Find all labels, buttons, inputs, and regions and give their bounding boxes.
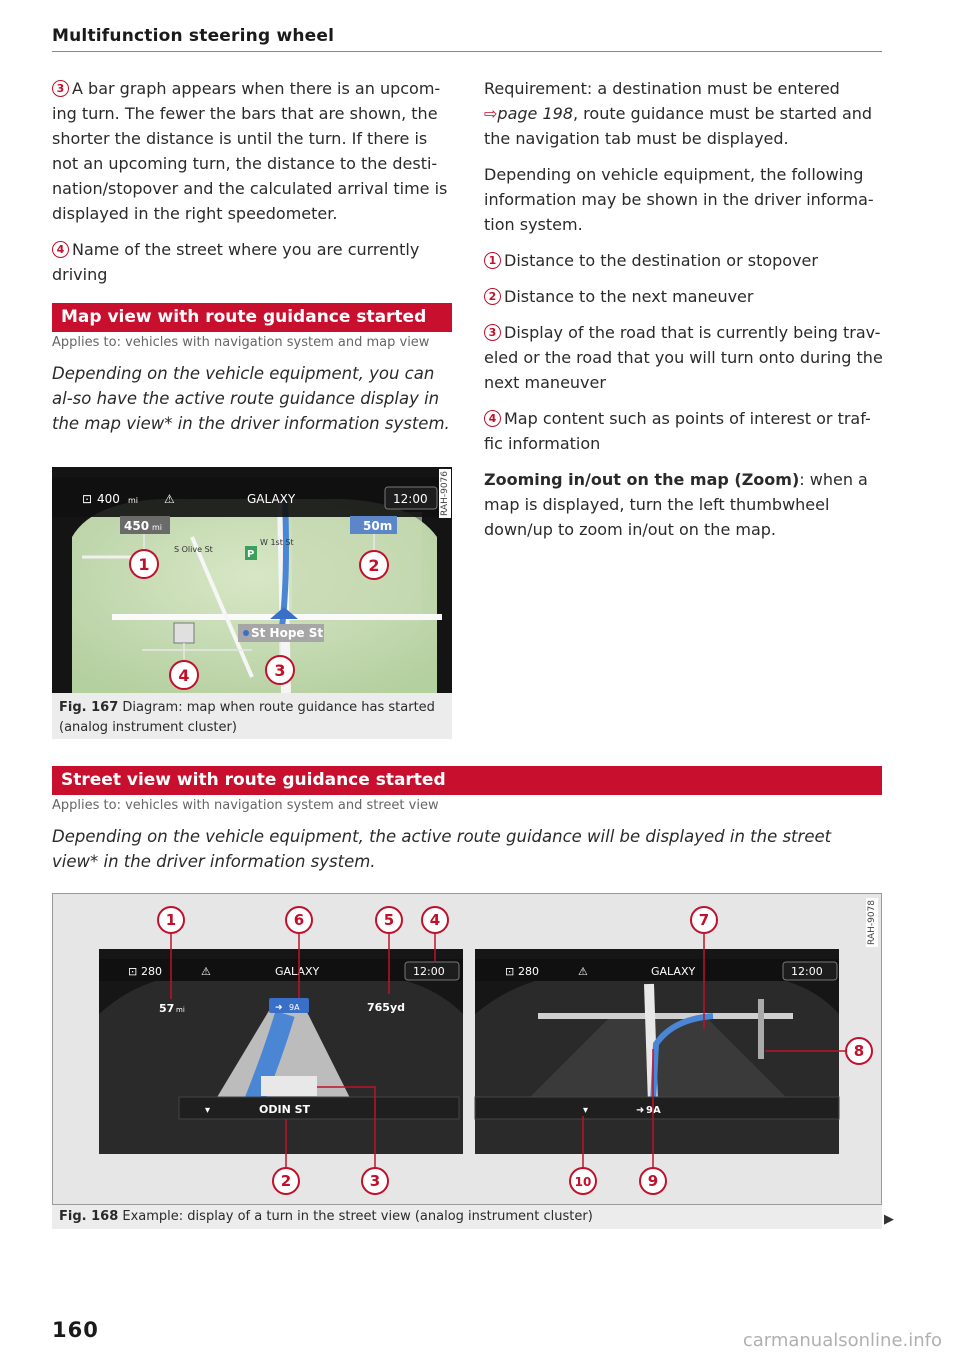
street-view-frame bbox=[52, 893, 882, 1205]
section-intro: Depending on the vehicle equipment, you can al-so have the active route guidance display in the map view* in the driver information system. bbox=[52, 364, 450, 433]
left-column bbox=[52, 76, 452, 436]
map-illustration bbox=[52, 467, 452, 693]
section-title-street-view: Street view with route guidance started bbox=[52, 766, 882, 795]
svg-text:450: 450 bbox=[124, 519, 150, 533]
zoom-paragraph: Zooming in/out on the map (Zoom): when a map is displayed, turn the left thumbwheel down/up to zoom in/out on the map. bbox=[484, 470, 868, 539]
street-view-section bbox=[52, 766, 882, 874]
requirement-paragraph: Requirement: a destination must be entered ⇨page 198, route guidance must be started and the navigation tab must be displayed. bbox=[484, 79, 873, 148]
svg-text:⊡: ⊡ bbox=[128, 965, 138, 978]
callout-number: 3 bbox=[484, 324, 501, 341]
svg-text:9A: 9A bbox=[646, 1105, 661, 1116]
street-view-illustration bbox=[53, 894, 883, 1206]
svg-text:⊡: ⊡ bbox=[505, 965, 515, 978]
svg-text:1: 1 bbox=[138, 555, 150, 574]
page-link[interactable]: page 198 bbox=[497, 104, 573, 123]
svg-text:9: 9 bbox=[647, 1172, 659, 1190]
legend-item-3: 3 Display of the road that is currently being trav-eled or the road that you will turn onto during the next maneuver bbox=[484, 323, 883, 392]
svg-text:12:00: 12:00 bbox=[413, 965, 445, 978]
svg-text:8: 8 bbox=[853, 1042, 865, 1060]
svg-text:280: 280 bbox=[518, 965, 539, 978]
svg-text:GALAXY: GALAXY bbox=[275, 965, 320, 978]
svg-text:3: 3 bbox=[274, 661, 286, 680]
page-title: Multifunction steering wheel bbox=[52, 26, 335, 46]
legend-item-3: 3 A bar graph appears when there is an upcom-ing turn. The fewer the bars that are shown, the shorter the distance is until the turn. If there is not an upcoming turn, the distance to the desti-nation/stopover and the calculated arrival time is displayed in the right speedometer. bbox=[52, 79, 448, 223]
svg-text:50m: 50m bbox=[363, 519, 393, 533]
applies-to-note: Applies to: vehicles with navigation system and map view bbox=[52, 335, 430, 350]
legend-item-4: 4 Map content such as points of interest or traf-fic information bbox=[484, 409, 871, 453]
svg-text:➜: ➜ bbox=[275, 1003, 283, 1013]
right-column bbox=[484, 76, 884, 553]
callout-number: 4 bbox=[484, 410, 501, 427]
applies-to-note: Applies to: vehicles with navigation system and street view bbox=[52, 798, 439, 813]
svg-text:400: 400 bbox=[97, 492, 120, 506]
svg-text:P: P bbox=[247, 549, 255, 560]
svg-text:ODIN ST: ODIN ST bbox=[259, 1103, 311, 1116]
map-screen bbox=[52, 467, 452, 693]
svg-text:3: 3 bbox=[369, 1172, 381, 1190]
svg-text:4: 4 bbox=[429, 911, 441, 929]
svg-text:▾: ▾ bbox=[583, 1105, 589, 1116]
svg-text:9A: 9A bbox=[289, 1003, 300, 1012]
svg-text:mi: mi bbox=[128, 496, 139, 505]
svg-text:7: 7 bbox=[698, 911, 710, 929]
svg-text:5: 5 bbox=[383, 911, 395, 929]
svg-text:⊡: ⊡ bbox=[82, 492, 93, 506]
section-intro: Depending on the vehicle equipment, the active route guidance will be displayed in the street view* in the driver information system. bbox=[52, 827, 832, 871]
svg-text:St Hope St: St Hope St bbox=[251, 626, 324, 640]
callout-number: 3 bbox=[52, 80, 69, 97]
svg-text:▾: ▾ bbox=[205, 1105, 211, 1116]
svg-text:10: 10 bbox=[574, 1175, 592, 1189]
svg-text:GALAXY: GALAXY bbox=[651, 965, 696, 978]
legend-item-2: 2 Distance to the next maneuver bbox=[484, 284, 884, 309]
svg-text:W 1st St: W 1st St bbox=[260, 538, 294, 547]
svg-text:280: 280 bbox=[141, 965, 162, 978]
svg-text:mi: mi bbox=[152, 523, 163, 532]
figure-id: RAH-9078 bbox=[867, 900, 877, 945]
legend-item-1: 1 Distance to the destination or stopover bbox=[484, 248, 884, 273]
svg-text:⚠: ⚠ bbox=[164, 492, 175, 506]
svg-text:➜: ➜ bbox=[636, 1105, 645, 1116]
svg-text:765yd: 765yd bbox=[367, 1001, 406, 1014]
figure-caption: Fig. 168 Example: display of a turn in the street view (analog instrument cluster) bbox=[52, 1205, 882, 1229]
svg-text:57: 57 bbox=[159, 1002, 175, 1015]
depends-paragraph: Depending on vehicle equipment, the following information may be shown in the driver informa-tion system. bbox=[484, 165, 874, 234]
figure-caption: Fig. 167 Diagram: map when route guidance has started (analog instrument cluster) bbox=[59, 700, 435, 735]
map-section bbox=[52, 303, 452, 436]
figure-168 bbox=[52, 893, 882, 1231]
svg-text:GALAXY: GALAXY bbox=[247, 492, 296, 506]
callout-number: 4 bbox=[52, 241, 69, 258]
continue-arrow-icon: ▶ bbox=[884, 1212, 894, 1227]
svg-text:⚠: ⚠ bbox=[201, 965, 211, 978]
svg-text:2: 2 bbox=[280, 1172, 292, 1190]
figure-id: RAH-9076 bbox=[440, 471, 450, 516]
svg-text:S Olive St: S Olive St bbox=[174, 545, 213, 554]
svg-text:⚠: ⚠ bbox=[578, 965, 588, 978]
svg-text:12:00: 12:00 bbox=[791, 965, 823, 978]
svg-text:6: 6 bbox=[293, 911, 305, 929]
svg-text:4: 4 bbox=[178, 666, 190, 685]
svg-text:2: 2 bbox=[368, 556, 380, 575]
callout-number: 2 bbox=[484, 288, 501, 305]
svg-text:1: 1 bbox=[165, 911, 177, 929]
legend-item-4: 4 Name of the street where you are currently driving bbox=[52, 240, 420, 284]
svg-text:mi: mi bbox=[176, 1006, 185, 1014]
figure-167 bbox=[52, 467, 452, 739]
callout-number: 1 bbox=[484, 252, 501, 269]
watermark: carmanualsonline.info bbox=[742, 1330, 942, 1351]
page-number: 160 bbox=[52, 1318, 99, 1342]
svg-text:12:00: 12:00 bbox=[393, 492, 428, 506]
section-title-map-view: Map view with route guidance started bbox=[52, 303, 452, 332]
page-header bbox=[52, 26, 882, 52]
